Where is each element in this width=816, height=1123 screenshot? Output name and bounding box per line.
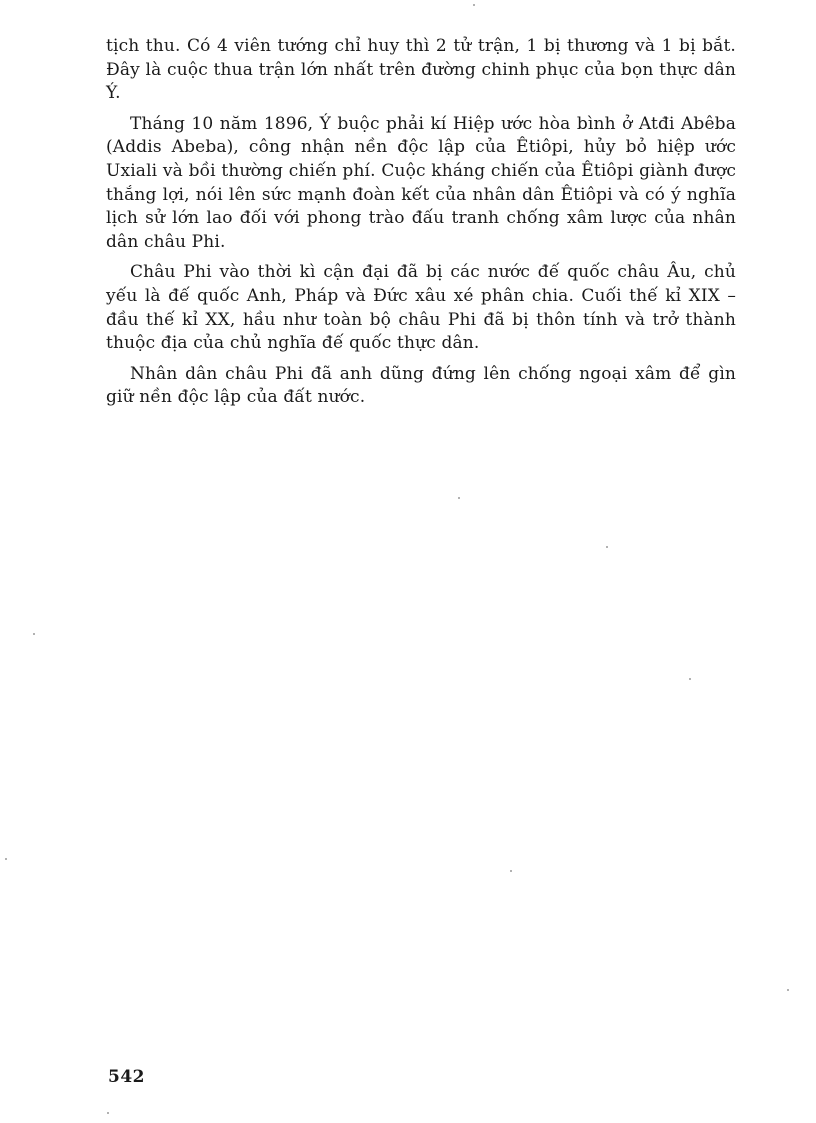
scan-speck (5, 858, 7, 860)
paragraph-continuation: tịch thu. Có 4 viên tướng chỉ huy thì 2 tử trận, 1 bị thương và 1 bị bắt. Đây là cuộc thua trận lớn nhất trên đường chinh phục của bọn thực dân Ý. (106, 36, 736, 104)
scan-speck (473, 4, 475, 6)
scan-speck (606, 546, 608, 548)
scan-speck (33, 633, 35, 635)
scan-speck (510, 870, 512, 872)
scan-speck (689, 678, 691, 680)
paragraph-treaty: Tháng 10 năm 1896, Ý buộc phải kí Hiệp ước hòa bình ở Atđi Abêba (Addis Abeba), công nhận nền độc lập của Êtiôpi, hủy bỏ hiệp ước Uxiali và bồi thường chiến phí. Cuộc kháng chiến của Êtiôpi giành được thắng lợi, nói lên sức mạnh đoàn kết của nhân dân Êtiôpi và có ý nghĩa lịch sử lớn lao đối với phong trào đấu tranh chống xâm lược của nhân dân châu Phi. (106, 113, 736, 252)
paragraph-partition: Châu Phi vào thời kì cận đại đã bị các nước đế quốc châu Âu, chủ yếu là đế quốc Anh, Pháp và Đức xâu xé phân chia. Cuối thế kỉ XIX – đầu thế kỉ XX, hầu như toàn bộ châu Phi đã bị thôn tính và trở thành thuộc địa của chủ nghĩa đế quốc thực dân. (106, 262, 736, 354)
page-number: 542 (108, 1067, 145, 1087)
scan-speck (107, 1112, 109, 1114)
scan-speck (787, 989, 789, 991)
body-text (106, 35, 736, 417)
paragraph-resistance: Nhân dân châu Phi đã anh dũng đứng lên chống ngoại xâm để gìn giữ nền độc lập của đất nước. (106, 363, 736, 408)
scan-speck (458, 497, 460, 499)
